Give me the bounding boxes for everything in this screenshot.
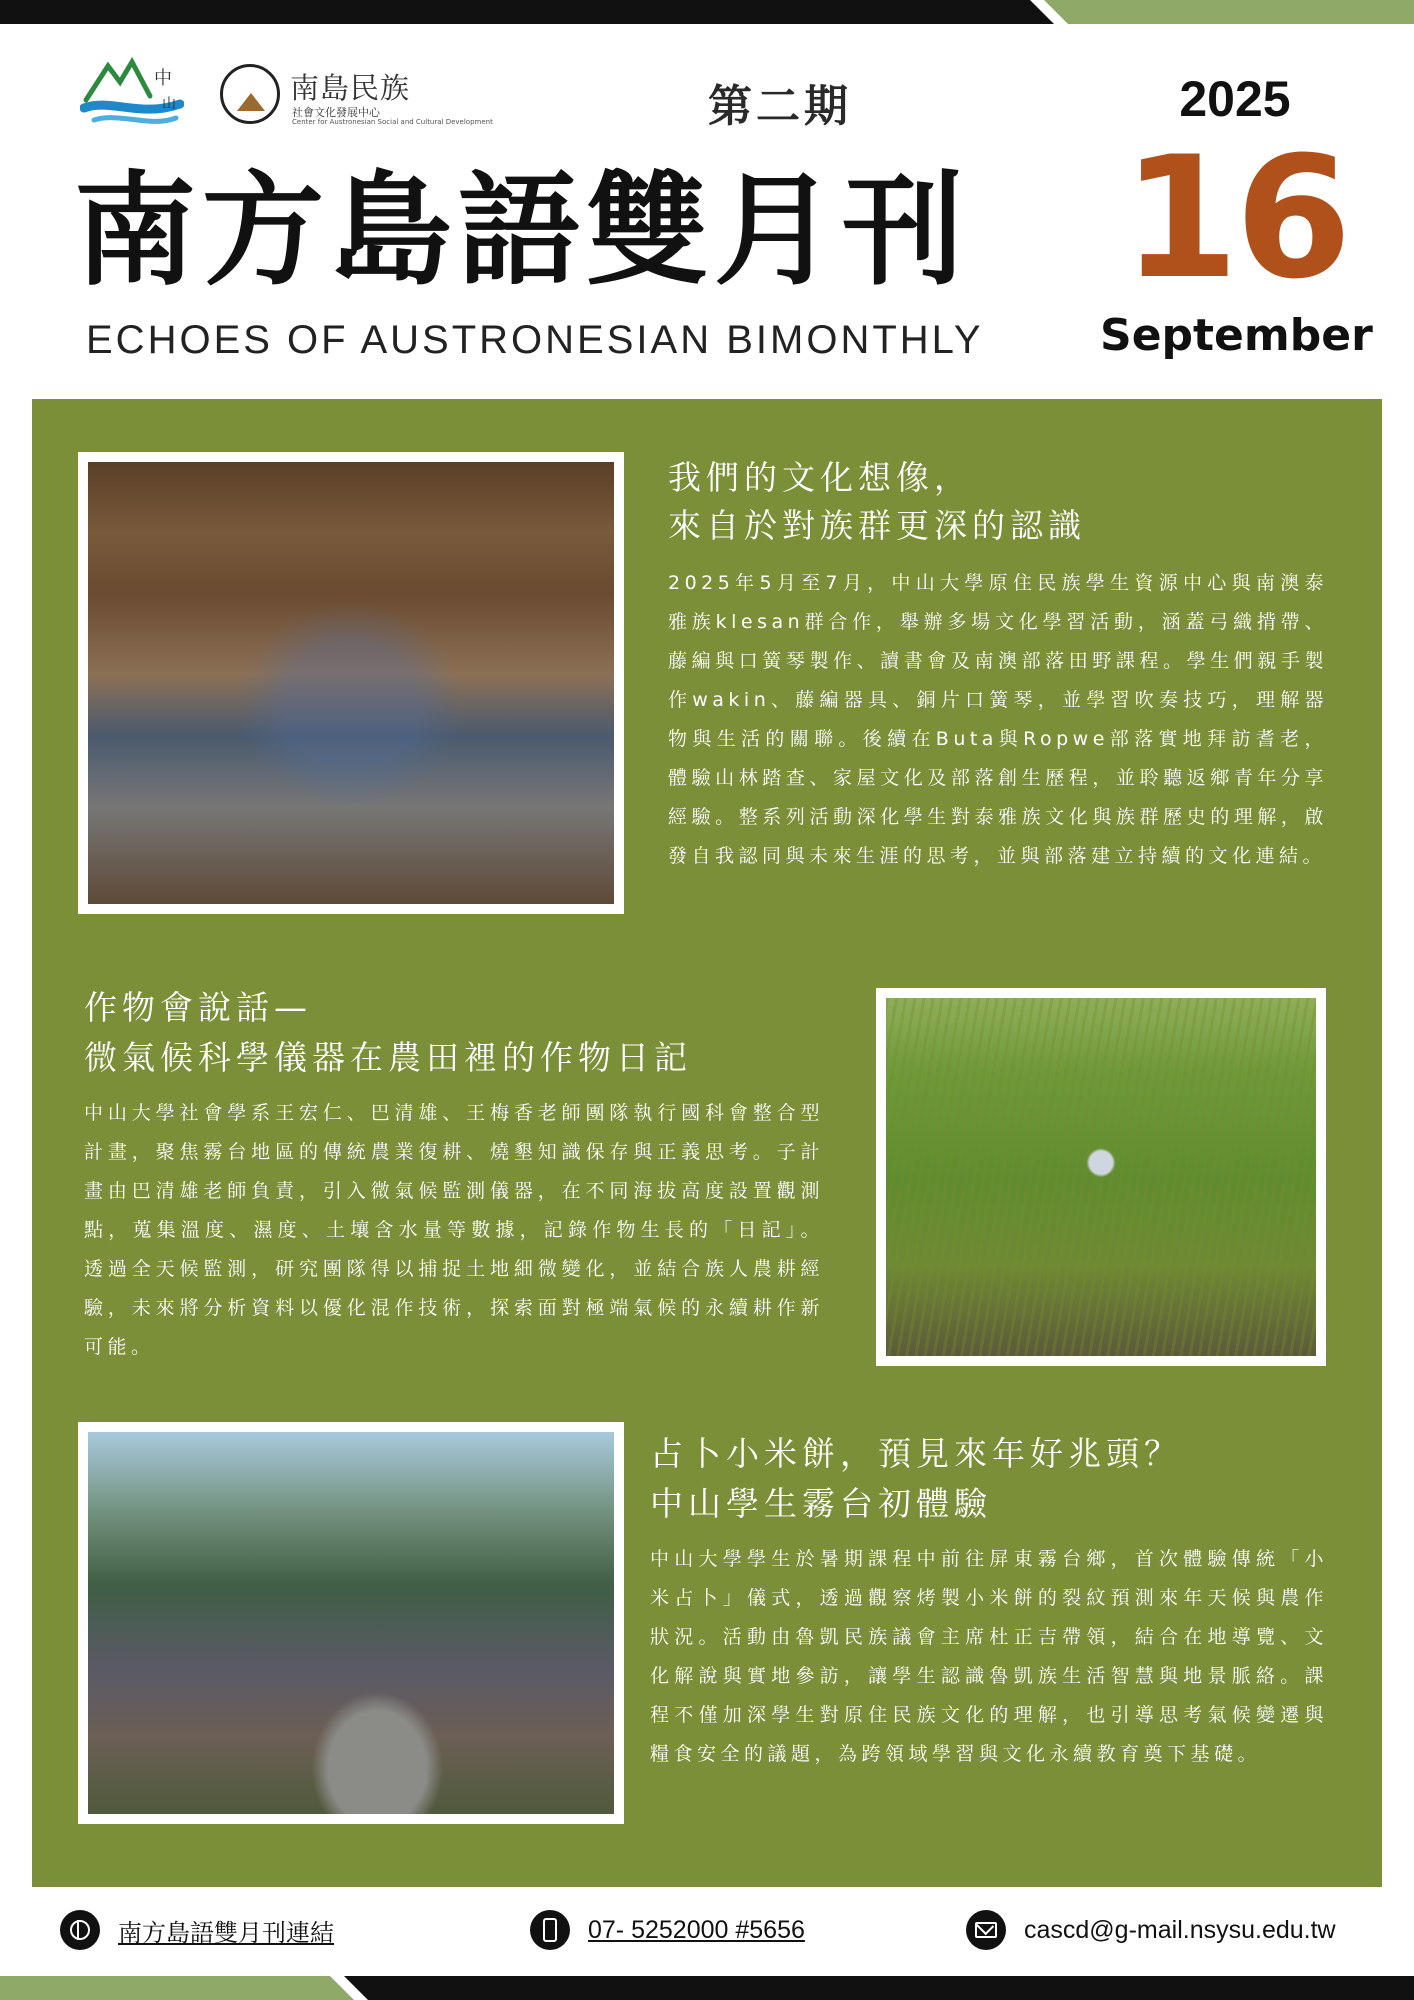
center-logo-subtitle: 社會文化發展中心 <box>292 106 380 119</box>
article-1-title-line-2: 來自於對族群更深的認識 <box>668 506 1086 545</box>
issue-month: September <box>1100 310 1373 361</box>
bottom-decorative-bar <box>0 1976 1414 2000</box>
phone-icon <box>530 1910 570 1950</box>
article-3-title-line-2: 中山學生霧台初體驗 <box>650 1484 992 1523</box>
email-address[interactable]: cascd@g-mail.nsysu.edu.tw <box>1024 1915 1336 1944</box>
ceremony-group-photo-image <box>88 1432 614 1814</box>
article-1-photo <box>78 452 624 914</box>
article-2-body: 中山大學社會學系王宏仁、巴清雄、王梅香老師團隊執行國科會整合型計畫，聚焦霧台地區的傳統農業復耕、燒墾知識保存與正義思考。子計畫由巴清雄老師負責，引入微氣候監測儀器，在不同海拔高度設置觀測點，蒐集溫度、濕度、土壤含水量等數據，記錄作物生長的「日記」。透過全天候監測，研究團隊得以捕捉土地細微變化，並結合族人農耕經驗，未來將分析資料以優化混作技術，探索面對極端氣候的永續耕作新可能。 <box>84 1102 824 1358</box>
mountain-river-logo <box>80 56 184 132</box>
article-3-photo <box>78 1422 624 1824</box>
mail-icon <box>966 1910 1006 1950</box>
svg-text:中: 中 <box>154 68 172 89</box>
center-logo-subtitle-en: Center for Austronesian Social and Cultural Development <box>292 118 493 126</box>
group-photo-image <box>88 462 614 904</box>
newsletter-link-text[interactable]: 南方島語雙月刊連結 <box>118 1918 334 1947</box>
issue-day: 16 <box>1122 120 1348 316</box>
issue-number: 第二期 <box>708 81 852 132</box>
top-decorative-bar <box>0 0 1414 24</box>
article-2-photo <box>876 988 1326 1366</box>
center-emblem-icon <box>220 64 280 124</box>
article-2-title-line-2: 微氣候科學儀器在農田裡的作物日記 <box>84 1038 692 1077</box>
article-3-title-line-1: 占卜小米餅，預見來年好兆頭？ <box>650 1434 1182 1473</box>
article-1-title-line-1: 我們的文化想像， <box>668 458 972 497</box>
issue-year: 2025 <box>1179 71 1291 127</box>
newsletter-subtitle: ECHOES OF AUSTRONESIAN BIMONTHLY <box>86 318 984 362</box>
center-logo-name: 南島民族 <box>290 71 411 105</box>
footer-email[interactable] <box>966 1908 1336 1952</box>
article-1-body: 2025年5月至7月，中山大學原住民族學生資源中心與南澳泰雅族klesan群合作，舉辦多場文化學習活動，涵蓋弓織揹帶、藤編與口簧琴製作、讀書會及南澳部落田野課程。學生們親手製作wakin、藤編器具、銅片口簧琴，並學習吹奏技巧，理解器物與生活的關聯。後續在Buta與Ropwe部落實地拜訪耆老，體驗山林踏查、家屋文化及部落創生歷程，並聆聽返鄉青年分享經驗。整系列活動深化學生對泰雅族文化與族群歷史的理解，啟發自我認同與未來生涯的思考，並與部落建立持續的文化連結。 <box>668 572 1328 867</box>
footer-link[interactable] <box>60 1908 334 1952</box>
article-3-body: 中山大學學生於暑期課程中前往屏東霧台鄉，首次體驗傳統「小米占卜」儀式，透過觀察烤製小米餅的裂紋預測來年天候與農作狀況。活動由魯凱民族議會主席杜正吉帶領，結合在地導覽、文化解說與實地參訪，讓學生認識魯凱族生活智慧與地景脈絡。課程不僅加深學生對原住民族文化的理解，也引導思考氣候變遷與糧食安全的議題，為跨領域學習與文化永續教育奠下基礎。 <box>650 1548 1328 1765</box>
millet-field-sensor-image <box>886 998 1316 1356</box>
newsletter-title: 南方島語雙月刊 <box>74 158 970 302</box>
austronesian-center-logo <box>218 60 493 130</box>
svg-text:山: 山 <box>162 96 176 112</box>
globe-icon <box>60 1910 100 1950</box>
article-2-title-line-1: 作物會說話— <box>84 988 312 1027</box>
phone-number[interactable]: 07- 5252000 #5656 <box>588 1915 805 1944</box>
footer-phone[interactable] <box>530 1908 805 1952</box>
